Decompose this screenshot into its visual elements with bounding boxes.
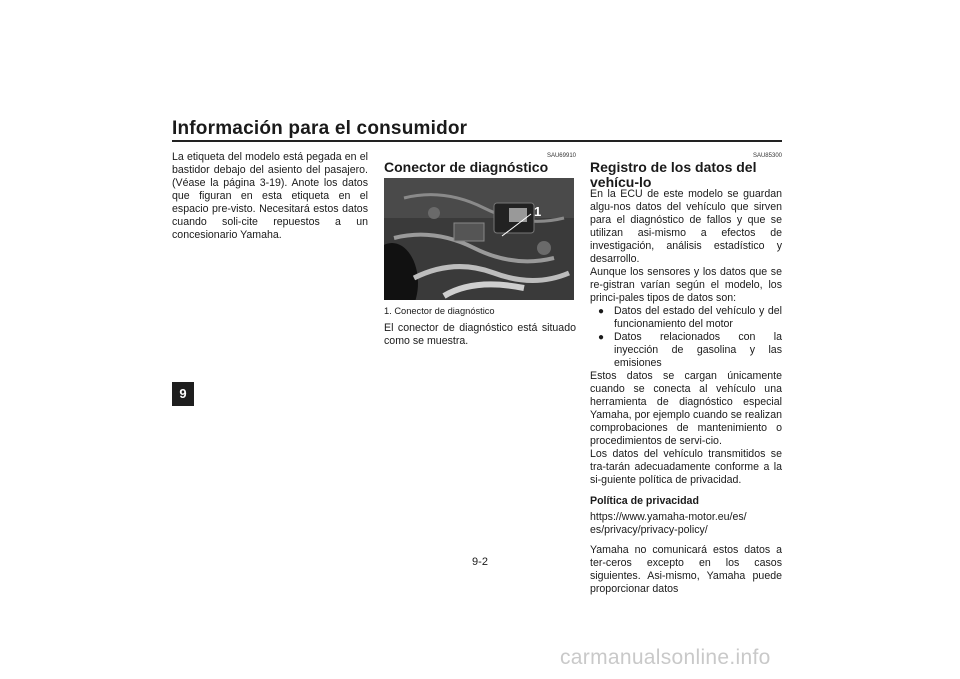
engine-bay-illustration [384, 178, 574, 300]
page-number: 9-2 [472, 556, 488, 568]
section-code-diagnostic: SAU69910 [546, 153, 576, 159]
page-title: Información para el consumidor [172, 118, 468, 139]
diagnostic-connector-photo [384, 178, 574, 300]
model-label-paragraph: La etiqueta del modelo está pegada en el bastidor debajo del asiento del pasajero. (Véase la página 3-19). Anote los datos que figuran en esta etiqueta en el espacio pre-visto. Necesitará estos datos cuando soli-cite repuestos a un concesionario Yamaha. [172, 151, 368, 241]
diagnostic-connector-paragraph: El conector de diagnóstico está situado como se muestra. [384, 322, 576, 347]
data-type-list [590, 305, 782, 370]
privacy-policy-heading: Política de privacidad [590, 495, 699, 507]
header-rule [172, 140, 782, 142]
vehicle-data-heading: Registro de los datos del vehícu-lo [590, 159, 757, 190]
sensors-paragraph: Aunque los sensores y los datos que se re-gistran varían según el modelo, los princi-pales tipos de datos son: [590, 266, 782, 304]
callout-number: 1 [534, 204, 542, 219]
loading-paragraph: Estos datos se cargan únicamente cuando se conecta al vehículo una herramienta de diagnóstico especial Yamaha, por ejemplo cuando se realizan comprobaciones de mantenimiento o procedimientos de servi-cio. [590, 370, 782, 447]
watermark: carmanualsonline.info [560, 646, 771, 669]
section-code-data-record: SAU85300 [752, 153, 782, 159]
privacy-url-line2[interactable]: es/privacy/privacy-policy/ [590, 524, 708, 536]
photo-caption: 1. Conector de diagnóstico [384, 306, 495, 316]
privacy-url-line1[interactable]: https://www.yamaha-motor.eu/es/ [590, 511, 747, 523]
third-party-paragraph: Yamaha no comunicará estos datos a ter-ceros excepto en los casos siguientes. Asi-mismo, Yamaha puede proporcionar datos [590, 544, 782, 595]
vehicle-data-body [590, 188, 782, 596]
ecu-paragraph: En la ECU de este modelo se guardan algu-nos datos del vehículo que sirven para el diagnóstico de fallos y que se utilizan asi-mismo a efectos de investigación, análisis estadístico y desarrollo. [590, 188, 782, 265]
list-item: ● Datos relacionados con la inyección de gasolina y las emisiones [598, 331, 782, 370]
diagnostic-connector-heading: Conector de diagnóstico [384, 159, 549, 175]
transmission-paragraph: Los datos del vehículo transmitidos se tra-tarán adecuadamente conforme a la si-guiente política de privacidad. [590, 448, 782, 486]
list-item: ● Datos del estado del vehículo y del funcionamiento del motor [598, 305, 782, 331]
chapter-tab: 9 [172, 382, 194, 406]
